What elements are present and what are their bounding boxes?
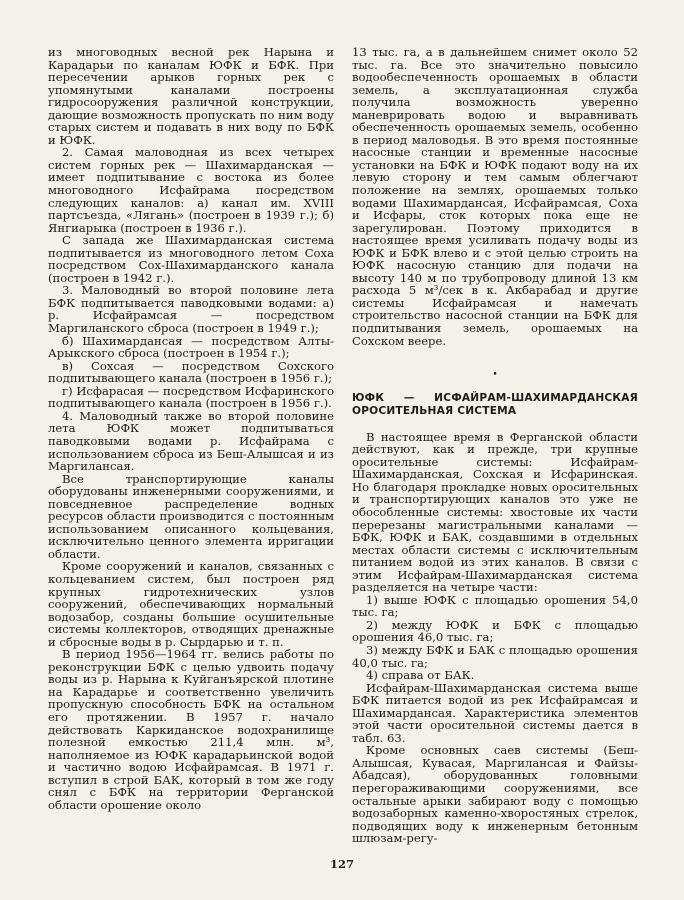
paragraph: 1) выше ЮФК с площадью орошения 54,0 тыс. га; xyxy=(352,592,638,620)
paragraph: 13 тыс. га, а в дальнейшем снимет около 52 тыс. га. Все это значительно повысило водообеспеченность орошаемых в области земель, а эксплуатационная служба получила возможность уверенно маневрировать водою и выравнивать обеспеченность орошаемых земель, особенно в период маловодья. В это время постоянные насосные станции и временные насосные установки на БФК и ЮФК подают воду на их левую сторону и тем самым облегчают положение на землях, орошаемых только водами Шахимардансая, Исфайрамсая, Соха и Исфары, сток которых пока еще не зарегулирован. Поэтому приходится в настоящее время усиливать подачу воды из ЮФК и БФК влево и с этой целью строить на ЮФК насосную станцию для подачи на высоту 140 м по трубопроводу длиной 13 км расхода 5 м³/сек в к. Акбарабад и другие системы Исфайрамсая и намечать строительство насосной станции на БФК для подпитывания земель, орошаемых на Сохском веере. xyxy=(352,45,638,348)
paragraph: Кроме основных саев системы (Беш-Алышсая, Кувасая, Маргилансая и Файзы-Абадсая), оборудованных головными перегораживающими сооружениями, все остальные арыки забирают воду с помощью водозаборных каменно-хворостяных стрелок, подводящих воду к инженерным бетонным шлюзам-регу- xyxy=(352,743,638,846)
paragraph: Исфайрам-Шахимарданская система выше БФК питается водой из рек Исфайрамсая и Шахимардансая. Характеристика элементов этой части оросительной системы дается в табл. 63. xyxy=(352,680,638,745)
paragraph: 3) между БФК и БАК с площадью орошения 40,0 тыс. га; xyxy=(352,642,638,670)
paragraph: в) Сохсая — посредством Сохского подпитывающего канала (построен в 1956 г.); xyxy=(48,358,334,386)
paragraph: г) Исфарасая — посредством Исфаринского подпитывающего канала (построен в 1956 г.). xyxy=(48,383,334,411)
paragraph: В период 1956—1964 гг. велись работы по реконструкции БФК с целью удвоить подачу воды из р. Нарына к Куйганъярской плотине на Карадарье и соответственно увеличить пропускную способность БФК на остальном его протяжении. В 1957 г. начало действовать Каркиданское водохранилище полезной емкостью 211,4 млн. м³, наполняемое из ЮФК карадарьинской водой и частично водою Исфайрамсая. В 1971 г. вступил в строй БАК, который в том же году снял с БФК на территории Ферганской области орошение около xyxy=(48,647,334,812)
paragraph: Все транспортирующие каналы оборудованы инженерными сооружениями, и повседневное распределение водных ресурсов области производится с постоянным использованием описанного кольцевания, исключительно ценного элемента ирригации области. xyxy=(48,471,334,561)
page-number: 127 xyxy=(329,857,354,871)
paragraph: В настоящее время в Ферганской области действуют, как и прежде, три крупные оросительные системы: Исфайрам-Шахимарданская, Сохская и Исфаринская. Но благодаря прокладке новых оросительных и транспортирующих каналов это уже не обособленные системы: хвостовые их части перерезаны магистральными каналами — БФК, ЮФК и БАК, создавшими в отдельных местах области системы с исключительным питанием водой из этих каналов. В связи с этим Исфайрам-Шахимарданская система разделяется на четыре части: xyxy=(352,429,638,595)
paragraph: 3. Маловодный во второй половине лета БФК подпитывается паводковыми водами: а) р. Исфайрамсая — посредством Маргиланского сброса (построен в 1949 г.); xyxy=(48,283,334,336)
paragraph: из многоводных весной рек Нарына и Карадарьи по каналам ЮФК и БФК. При пересечении арыков горных рек с упомянутыми каналами построены гидросооружения различной конструкции, дающие возможность пропускать по ним воду старых систем и подавать в них воду по БФК и ЮФК. xyxy=(48,45,334,147)
right-column xyxy=(352,46,638,845)
paragraph: 4) справа от БАК. xyxy=(366,668,475,683)
paragraph: Кроме сооружений и каналов, связанных с кольцеванием систем, был построен ряд крупных гидротехнических узлов сооружений, обеспечивающих нормальный водозабор, созданы большие осушительные системы коллекторов, отводящих дренажные и сбросные воды в р. Сырдарью и т. п. xyxy=(48,559,334,649)
section-heading: ЮФК — ИСФАЙРАМ-ШАХИМАРДАНСКАЯ ОРОСИТЕЛЬНАЯ СИСТЕМА xyxy=(352,391,638,418)
paragraph: 4. Маловодный также во второй половине лета ЮФК может подпитываться паводковыми водами р. Исфайрама с использованием сброса из Беш-Алышсая и из Маргилансая. xyxy=(48,408,334,474)
paragraph: С запада же Шахимарданская система подпитывается из многоводного летом Соха посредством Сох-Шахимарданского канала (построен в 1942 г.). xyxy=(48,233,334,285)
paragraph: 2) между ЮФК и БФК с площадью орошения 46,0 тыс. га; xyxy=(352,617,638,645)
paragraph: 2. Самая маловодная из всех четырех систем горных рек — Шахимарданская — имеет подпитывание с востока из более многоводного Исфайрама посредством следующих каналов: а) канал им. XVIII партсъезда, «Лягань» (построен в 1939 г.); б) Янгиарыка (построен в 1936 г.). xyxy=(48,145,334,235)
separator-mark: • xyxy=(492,370,498,381)
paragraph: б) Шахимардансая — посредством Алты-Арыкского сброса (построен в 1954 г.); xyxy=(48,333,334,361)
left-column xyxy=(48,46,334,811)
